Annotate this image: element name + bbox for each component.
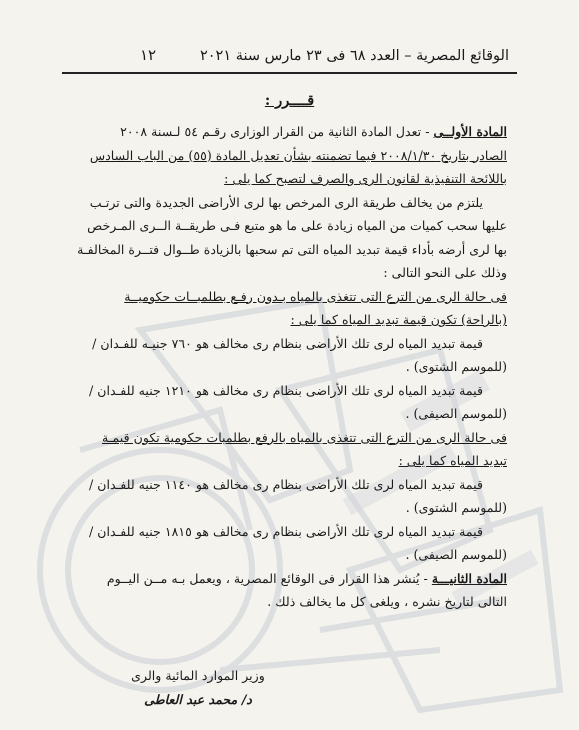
page-header [140,46,509,64]
article2-line2: التالى لتاريخ نشره ، ويلغى كل ما يخالف ذلك . [267,594,507,609]
case1-item-line: قيمة تبديد المياه لرى تلك الأراضى بنظام رى مخالف هو ٧٦٠ جنيـه للفـدان / [92,335,483,351]
article1-para-line: وذلك على النحو التالى : [383,265,507,280]
header-rule [62,72,517,74]
case1-heading-line: فى حالة الرى من الترع التى تتغذى بالمياه بـدون رفـع بطلمبــات حكوميــة [124,288,507,304]
article2-label: المادة الثانيـــة [431,570,507,586]
article1-line1-text: - تعدل المادة الثانية من القرار الوزارى رقـم ٥٤ لـسنة ٢٠٠٨ [120,124,430,139]
decision-title: قــــرر : [264,92,315,109]
article2-line1-text: - يُنشر هذا القرار فى الوقائع المصرية ، ويعمل بـه مــن اليــوم [106,570,428,586]
case2-item-season: (للموسم الصيفى) . [405,547,507,562]
article2-line1 [66,567,507,591]
article1-line1 [66,120,507,144]
signature-name: د/ محمد عبد العاطى [144,692,252,707]
case1-item-line: قيمة تبديد المياه لرى تلك الأراضى بنظام رى مخالف هو ١٢١٠ جنيه للفـدان / [89,382,483,398]
decision-body [66,120,507,614]
header-page-number: ١٢ [140,46,157,64]
case2-item-line: قيمة تبديد المياه لرى تلك الأراضى بنظام رى مخالف هو ١١٤٠ جنيه للفـدان / [89,476,483,492]
case2-item-line: قيمة تبديد المياه لرى تلك الأراضى بنظام رى مخالف هو ١٨١٥ جنيه للفـدان / [89,523,483,539]
case1-item-season: (للموسم الشتوى) . [405,359,507,374]
article1-line3: باللائحة التنفيذية لقانون الرى والصرف لتصبح كما يلى : [224,171,507,186]
header-publication: الوقائع المصرية – العدد ٦٨ فى ٢٣ مارس سنة ٢٠٢١ [199,48,509,64]
case2-heading-line: فى حالة الرى من الترع التى تتغذى بالمياه بالرفع بطلمبات حكومية تكون قيمـة [102,429,507,445]
article1-para-line: عليها سحب كميات من المياه زيادة على ما هو متبع فـى طريقــة الــرى المـرخص [87,218,507,233]
case1-item-season: (للموسم الصيفى) . [405,406,507,421]
article1-para-line: بها لرى أرضه بأداء قيمة تبديد المياه التى تم سحبها بالزيادة طــوال فتــرة المخالفـة [77,241,507,257]
article1-label: المادة الأولــى [433,124,507,139]
article1-line2: الصادر بتاريخ ٢٠٠٨/١/٣٠ فيما تضمنته بشأن تعديل المادة (٥٥) من الباب السادس [89,147,507,163]
case2-item-season: (للموسم الشتوى) . [405,500,507,515]
signature-block [98,664,298,712]
case2-heading-line: تبديد المياه كما يلى : [398,453,507,468]
article1-para-line: يلتزم من يخالف طريقة الرى المرخص بها لرى الأراضى الجديدة والتى ترتـب [89,194,483,210]
signature-title: وزير الموارد المائية والرى [131,668,265,683]
case1-heading-line: (بالراحة) تكون قيمة تبديد المياه كما يلى : [290,312,507,327]
